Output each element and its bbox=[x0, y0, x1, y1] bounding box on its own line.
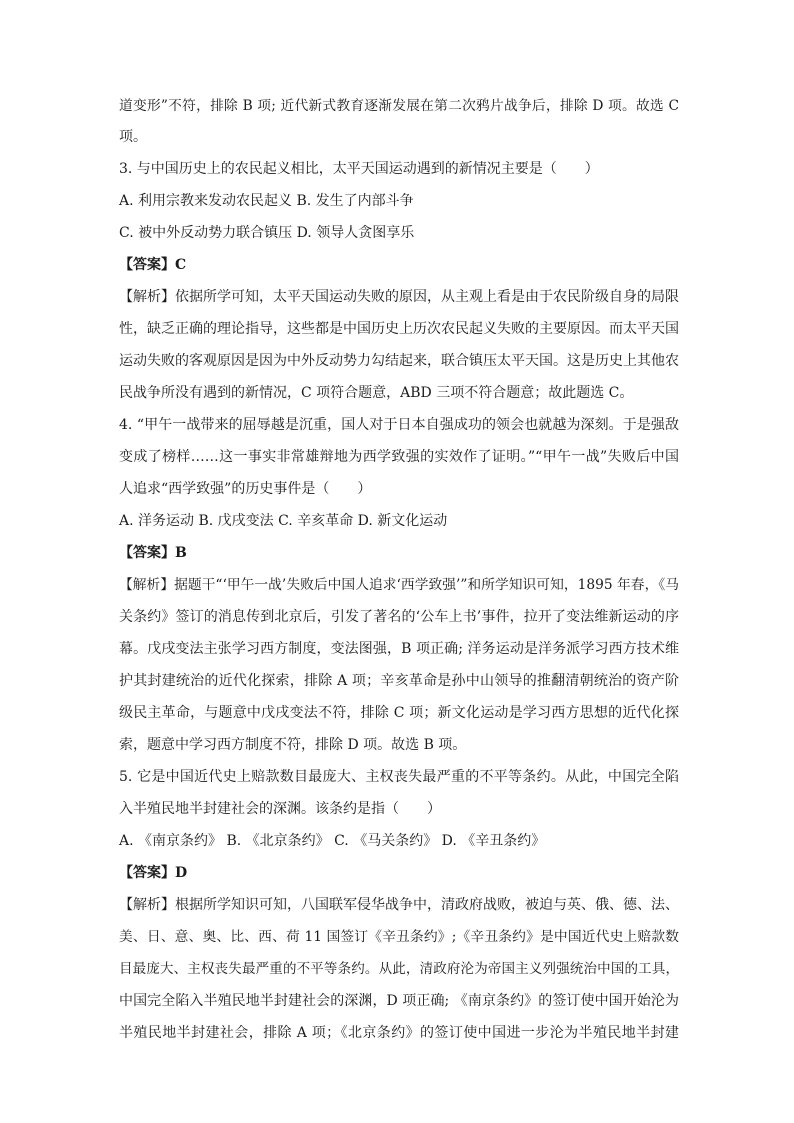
question-3-options-ab: A. 利用宗教来发动农民起义 B. 发生了内部斗争 bbox=[119, 193, 414, 209]
question-3-options-cd: C. 被中外反动势力联合镇压 D. 领导人贪图享乐 bbox=[119, 225, 415, 241]
question-4-analysis: 索，题意中学习西方制度不符，排除 D 项。故选 B 项。 bbox=[119, 737, 467, 753]
question-5-stem: 5. 它是中国近代史上赔款数目最庞大、主权丧失最严重的不平等条约。从此，中国完全陷 bbox=[119, 769, 679, 785]
question-3-stem: 3. 与中国历史上的农民起义相比，太平天国运动遇到的新情况主要是（ ） bbox=[119, 161, 599, 177]
question-4-analysis: 级民主革命，与题意中戊戌变法不符，排除 C 项；新文化运动是学习西方思想的近代化探 bbox=[119, 705, 679, 721]
question-3-answer: 【答案】C bbox=[119, 257, 187, 273]
question-4-stem: 4. “甲午一战带来的屈辱越是沉重，国人对于日本自强成功的领会也就越为深刻。于是强敌 bbox=[119, 417, 679, 433]
question-3-analysis: 性，缺乏正确的理论指导，这些都是中国历史上历次农民起义失败的主要原因。而太平天国 bbox=[119, 321, 679, 337]
question-5-stem: 入半殖民地半封建社会的深渊。该条约是指（ ） bbox=[119, 801, 441, 817]
question-3-analysis: 民战争所没有遇到的新情况，C 项符合题意，ABD 三项不符合题意；故此题选 C。 bbox=[119, 385, 634, 401]
question-4-options: A. 洋务运动 B. 戊戌变法 C. 辛亥革命 D. 新文化运动 bbox=[119, 513, 448, 529]
text-line: 项。 bbox=[119, 129, 147, 145]
question-5-analysis: 目最庞大、主权丧失最严重的不平等条约。从此，清政府沦为帝国主义列强统治中国的工具， bbox=[119, 961, 679, 977]
question-4-analysis: 幕。戊戌变法主张学习西方制度，变法图强，B 项正确; 洋务运动是洋务派学习西方技术维 bbox=[119, 641, 679, 657]
question-5-analysis: 半殖民地半封建社会，排除 A 项；《北京条约》的签订使中国进一步沦为半殖民地半封建 bbox=[119, 1025, 679, 1041]
question-4-analysis: 【解析】据题干“‘甲午一战’失败后中国人追求‘西学致强’”和所学知识可知，1895 年春，《马 bbox=[119, 577, 679, 593]
question-4-analysis: 关条约》签订的消息传到北京后，引发了著名的‘公车上书’事件，拉开了变法维新运动的序 bbox=[119, 609, 679, 625]
question-5-answer: 【答案】D bbox=[119, 865, 188, 881]
question-4-stem: 人追求“西学致强”的历史事件是（ ） bbox=[119, 481, 372, 497]
question-4-analysis: 护其封建统治的近代化探索，排除 A 项；辛亥革命是孙中山领导的推翻清朝统治的资产阶 bbox=[119, 673, 679, 689]
question-5-analysis: 【解析】根据所学知识可知，八国联军侵华战争中，清政府战败，被迫与英、俄、德、法、 bbox=[119, 897, 679, 913]
question-5-options: A. 《南京条约》 B. 《北京条约》 C. 《马关条约》 D. 《辛丑条约》 bbox=[119, 833, 546, 849]
text-line: 道变形”不符，排除 B 项; 近代新式教育逐渐发展在第二次鸦片战争后，排除 D 项。故选 C bbox=[119, 98, 679, 114]
question-4-stem: 变成了榜样……这一事实非常雄辩地为西学致强的实效作了证明。”“甲午一战”失败后中国 bbox=[119, 449, 679, 465]
question-5-analysis: 美、日、意、奥、比、西、荷 11 国签订《辛丑条约》;《辛丑条约》是中国近代史上赔款数 bbox=[119, 929, 679, 945]
question-3-analysis: 【解析】依据所学可知，太平天国运动失败的原因，从主观上看是由于农民阶级自身的局限 bbox=[119, 289, 679, 305]
question-5-analysis: 中国完全陷入半殖民地半封建社会的深渊，D 项正确; 《南京条约》的签订使中国开始沦为 bbox=[119, 993, 679, 1009]
question-4-answer: 【答案】B bbox=[119, 545, 187, 561]
question-3-analysis: 运动失败的客观原因是因为中外反动势力勾结起来，联合镇压太平天国。这是历史上其他农 bbox=[119, 353, 679, 369]
